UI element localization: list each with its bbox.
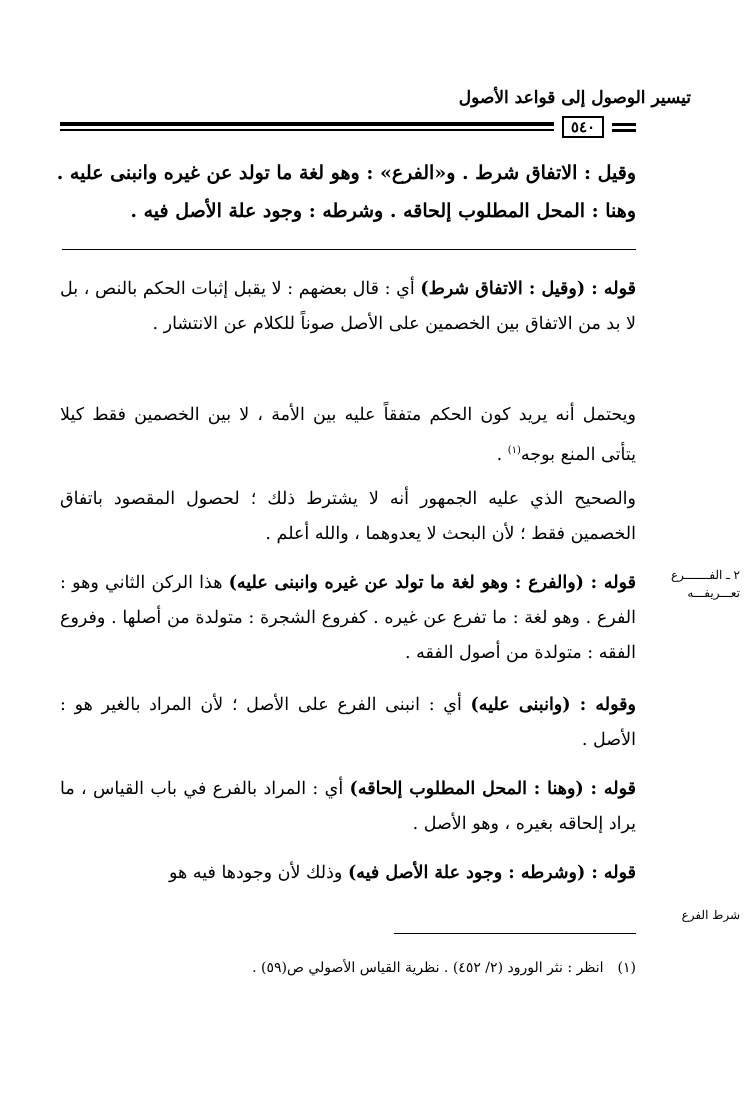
commentary-paragraph-7 — [60, 856, 636, 891]
margin-note-definition — [654, 566, 740, 602]
running-title: تيسير الوصول إلى قواعد الأصول — [458, 88, 691, 108]
matn-line-1: وقيل : الاتفاق شرط . و«الفرع» : وهو لغة ما تولد عن غيره وانبنى عليه . — [56, 162, 636, 184]
commentary-paragraph-2 — [60, 398, 636, 473]
header-rule-thin — [60, 129, 554, 131]
page-number-ornament — [612, 122, 636, 132]
commentary-paragraph-3 — [60, 482, 636, 552]
ornament-line-top — [612, 123, 636, 126]
paragraph-text: هذا الركن الثاني وهو : الفرع . وهو لغة : ما تفرع عن غيره . كفروع الشجرة : متولدة من أصلها . وفروع الفقه : متولدة من أصول الفقه . — [60, 573, 636, 663]
quote-label: قوله : (والفرع : وهو لغة ما تولد عن غيره وانبنى عليه) — [228, 573, 636, 593]
ornament-line-bottom — [612, 129, 636, 132]
paragraph-text: أي : انبنى الفرع على الأصل ؛ لأن المراد بالغير هو : الأصل . — [60, 695, 636, 750]
quote-label: وقوله : (وانبنى عليه) — [470, 695, 636, 715]
margin-note-condition: شرط الفرع — [681, 908, 740, 922]
commentary-paragraph-5 — [60, 688, 636, 758]
paragraph-tail: . — [496, 444, 508, 465]
quote-label: قوله : (وقيل : الاتفاق شرط) — [420, 279, 636, 299]
header-rule-thick — [60, 122, 554, 126]
footnote-text: انظر : نثر الورود (٢/ ٤٥٢) . نظرية القياس الأصولي ص(٥٩) . — [252, 960, 604, 976]
footnote-number: (١) — [617, 960, 636, 976]
header-rule — [60, 122, 554, 132]
footnote-separator — [394, 933, 636, 934]
margin-note-line-2: تعـــريفـــه — [687, 586, 740, 600]
commentary-paragraph-6 — [60, 772, 636, 842]
paragraph-text: أي : المراد بالفرع في باب القياس ، ما يراد إلحاقه بغيره ، وهو الأصل . — [60, 779, 636, 834]
footnote-reference: (١) — [507, 445, 521, 456]
page-number: ٥٤٠ — [562, 116, 604, 138]
matn-separator — [62, 249, 636, 250]
paragraph-text: أي : قال بعضهم : لا يقبل إثبات الحكم بالنص ، بل لا بد من الاتفاق بين الخصمين على الأصل صوناً للكلام عن الانتشار . — [60, 279, 636, 334]
quote-label: قوله : (وشرطه : وجود علة الأصل فيه) — [347, 863, 636, 883]
quote-label: قوله : (وهنا : المحل المطلوب إلحاقه) — [349, 779, 637, 799]
matn-line-2: وهنا : المحل المطلوب إلحاقه . وشرطه : وجود علة الأصل فيه . — [130, 200, 636, 222]
commentary-paragraph-4 — [60, 566, 636, 671]
paragraph-text: ويحتمل أنه يريد كون الحكم متفقاً عليه بين الأمة ، لا بين الخصمين فقط كيلا يتأتى المنع بوجه — [60, 405, 636, 465]
margin-note-line-1: ٢ ـ الفـــــــرع — [670, 568, 740, 582]
paragraph-text: وذلك لأن وجودها فيه هو — [169, 863, 348, 883]
paragraph-text: والصحيح الذي عليه الجمهور أنه لا يشترط ذلك ؛ لحصول المقصود باتفاق الخصمين فقط ؛ لأن البحث لا يعدوهما ، والله أعلم . — [60, 489, 636, 544]
footnote — [62, 960, 636, 976]
commentary-paragraph-1 — [60, 272, 636, 342]
